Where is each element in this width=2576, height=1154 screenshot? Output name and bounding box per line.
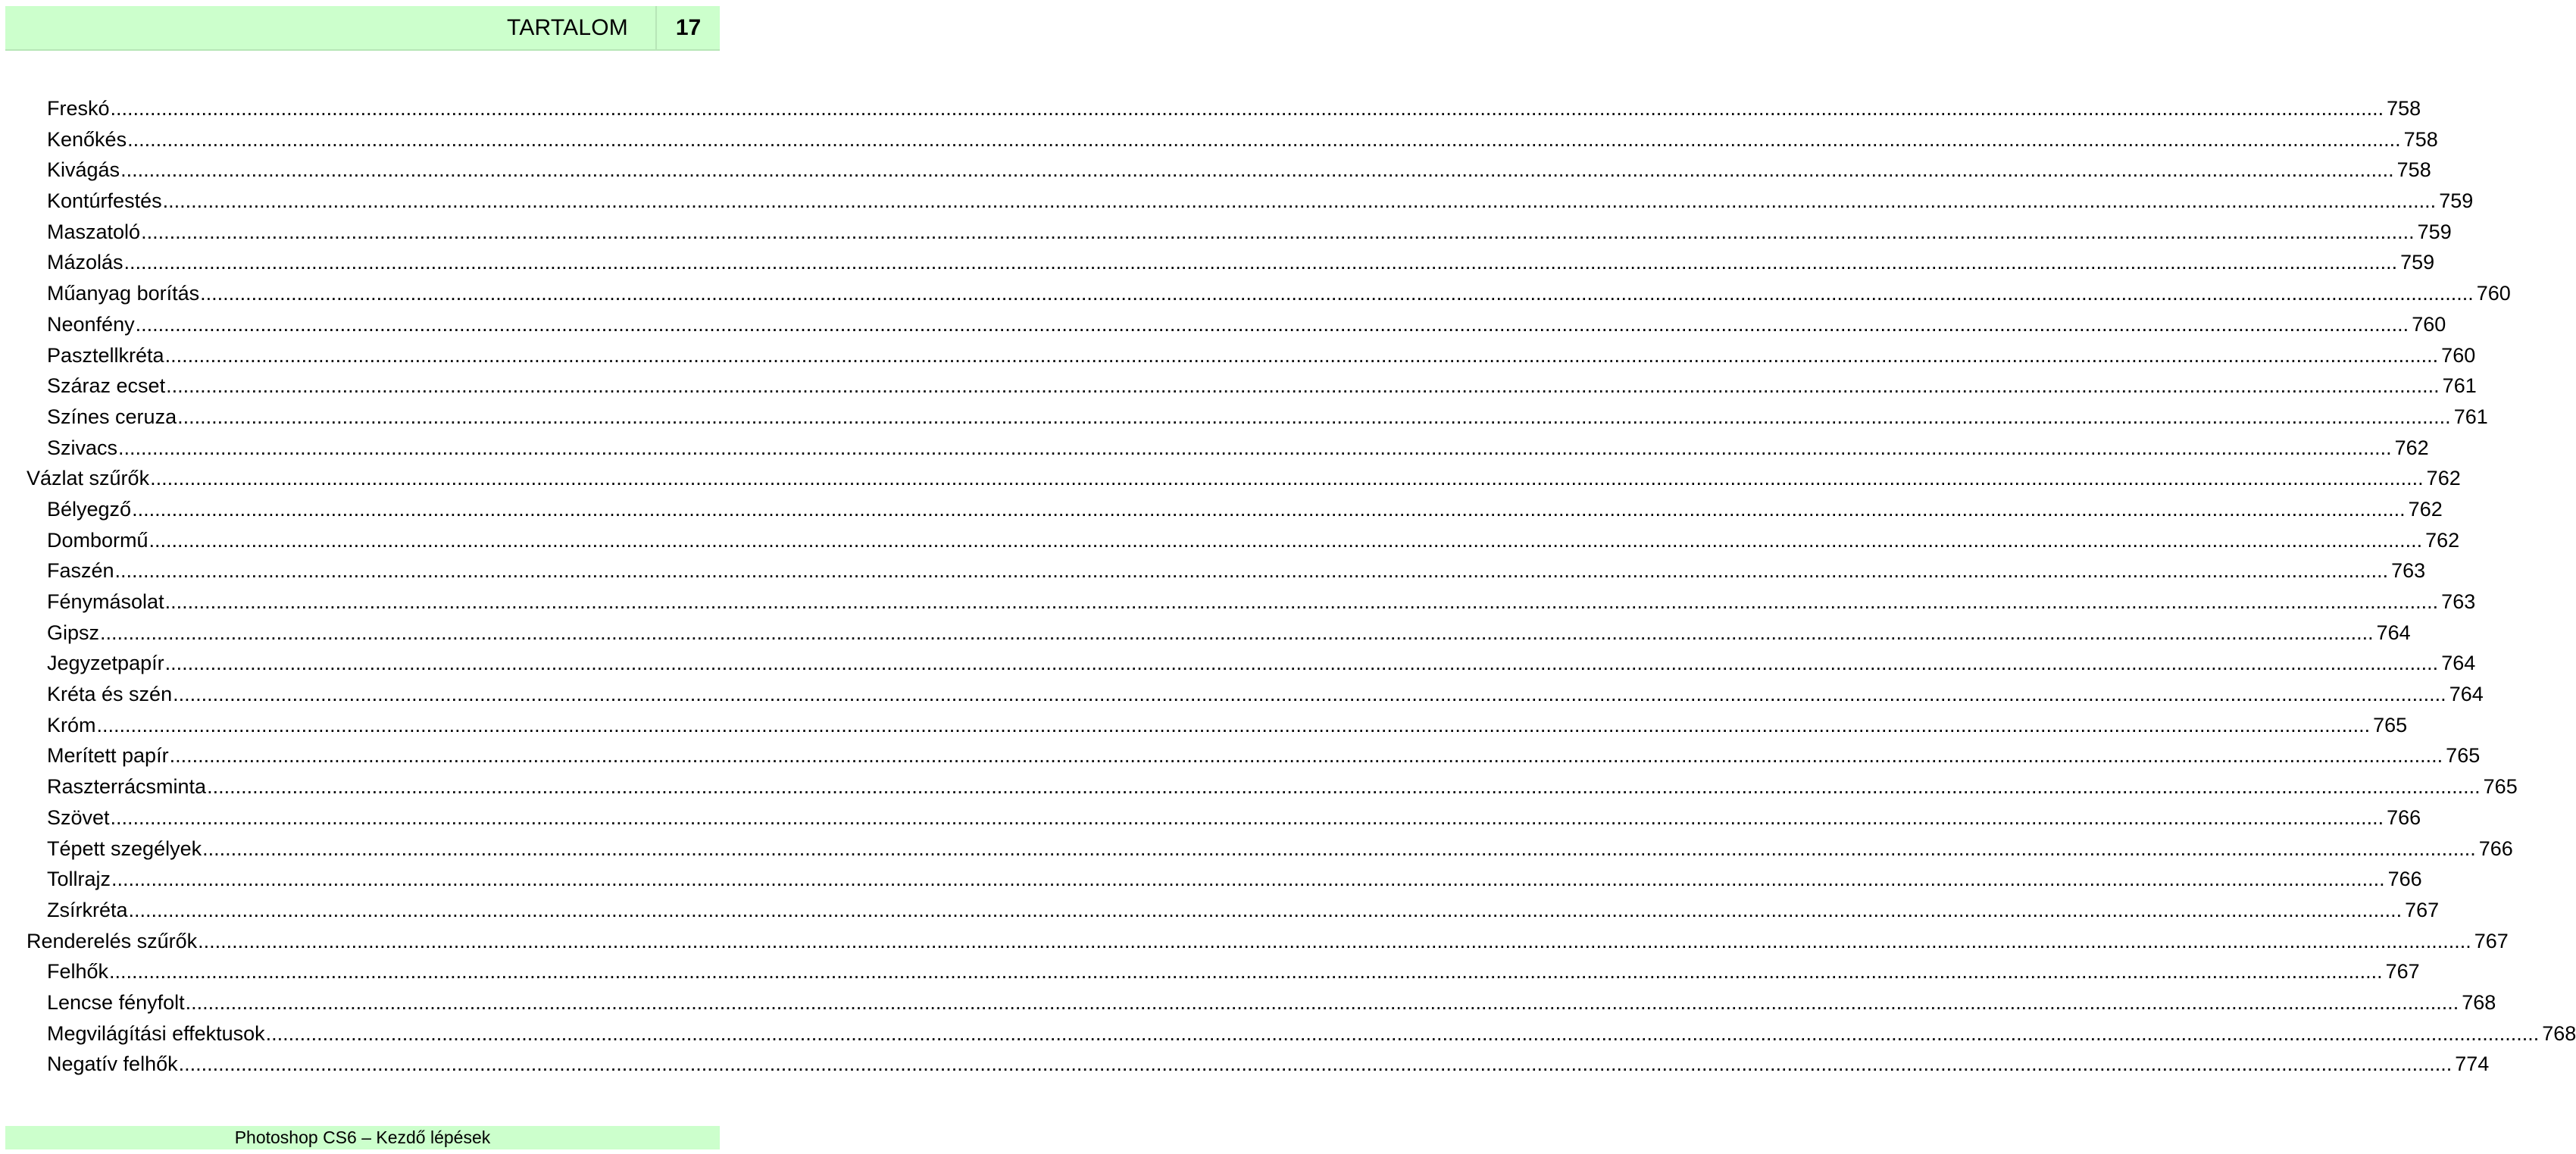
toc-entry-page: 767 (2474, 929, 2509, 952)
toc-dot-leader: ................................................................................................................................................................................................................................................................................................................................................................................................................ (114, 559, 2389, 583)
toc-dot-leader: ................................................................................................................................................................................................................................................................................................................................................................................................................ (118, 436, 2392, 459)
toc-entry[interactable] (0, 309, 2446, 340)
toc-dot-leader: ................................................................................................................................................................................................................................................................................................................................................................................................................ (164, 343, 2439, 367)
toc-entry-title: Freskó (47, 97, 110, 120)
toc-dot-leader: ................................................................................................................................................................................................................................................................................................................................................................................................................ (202, 837, 2476, 860)
toc-dot-leader: ................................................................................................................................................................................................................................................................................................................................................................................................................ (200, 282, 2474, 305)
toc-entry[interactable] (0, 555, 2426, 586)
toc-entry-page: 762 (2426, 467, 2461, 490)
toc-entry-title: Színes ceruza (47, 405, 177, 428)
toc-entry-page: 768 (2542, 1021, 2576, 1045)
toc-entry[interactable] (0, 402, 2488, 433)
toc-entry[interactable] (0, 864, 2422, 895)
toc-entry-title: Megvilágítási effektusok (47, 1021, 265, 1045)
toc-entry-page: 763 (2441, 590, 2476, 613)
toc-entry-title: Kivágás (47, 158, 120, 182)
toc-entry[interactable] (0, 124, 2438, 155)
toc-entry-title: Műanyag borítás (47, 282, 200, 305)
toc-entry-page: 759 (2439, 189, 2474, 213)
toc-entry-page: 768 (2462, 990, 2496, 1014)
toc-entry-title: Mázolás (47, 251, 123, 274)
toc-entry-page: 759 (2400, 251, 2435, 274)
toc-dot-leader: ................................................................................................................................................................................................................................................................................................................................................................................................................ (128, 898, 2402, 921)
toc-entry-page: 758 (2403, 127, 2438, 151)
toc-entry[interactable] (0, 278, 2511, 309)
toc-entry-title: Vázlat szűrők (27, 467, 150, 490)
toc-entry-title: Raszterrácsminta (47, 775, 207, 799)
toc-dot-leader: ................................................................................................................................................................................................................................................................................................................................................................................................................ (162, 189, 2437, 213)
page-number: 17 (675, 15, 702, 40)
toc-entry[interactable] (0, 648, 2476, 679)
toc-entry[interactable] (0, 679, 2484, 710)
toc-entry-page: 760 (2441, 343, 2476, 367)
toc-entry-page: 764 (2376, 621, 2411, 644)
toc-dot-leader: ................................................................................................................................................................................................................................................................................................................................................................................................................ (164, 590, 2439, 613)
toc-entry-title: Maszatoló (47, 220, 141, 243)
toc-dot-leader: ................................................................................................................................................................................................................................................................................................................................................................................................................ (198, 929, 2471, 952)
toc-entry-page: 767 (2405, 898, 2440, 921)
toc-entry[interactable] (0, 93, 2421, 124)
toc-dot-leader: ................................................................................................................................................................................................................................................................................................................................................................................................................ (96, 713, 2371, 736)
page-footer: Photoshop CS6 – Kezdő lépések (5, 1126, 720, 1149)
toc-entry-page: 766 (2387, 805, 2421, 829)
toc-entry-title: Bélyegző (47, 497, 132, 521)
toc-dot-leader: ................................................................................................................................................................................................................................................................................................................................................................................................................ (166, 374, 2440, 398)
toc-entry-title: Zsírkréta (47, 898, 128, 921)
toc-entry[interactable] (0, 740, 2481, 771)
toc-entry-page: 759 (2417, 220, 2452, 243)
toc-dot-leader: ................................................................................................................................................................................................................................................................................................................................................................................................................ (185, 990, 2459, 1014)
toc-dot-leader: ................................................................................................................................................................................................................................................................................................................................................................................................................ (150, 467, 2424, 490)
toc-dot-leader: ................................................................................................................................................................................................................................................................................................................................................................................................................ (135, 312, 2409, 336)
toc-entry[interactable] (0, 525, 2460, 556)
toc-entry-title: Felhők (47, 960, 109, 984)
toc-dot-leader: ................................................................................................................................................................................................................................................................................................................................................................................................................ (164, 652, 2439, 675)
toc-entry-title: Száraz ecset (47, 374, 166, 398)
page-header-title: TARTALOM (507, 15, 628, 40)
toc-dot-leader: ................................................................................................................................................................................................................................................................................................................................................................................................................ (141, 220, 2415, 243)
toc-entry[interactable] (0, 987, 2496, 1018)
toc-entry-page: 760 (2412, 312, 2446, 336)
toc-entry[interactable] (0, 217, 2452, 248)
toc-entry[interactable] (0, 618, 2411, 649)
toc-dot-leader: ................................................................................................................................................................................................................................................................................................................................................................................................................ (120, 158, 2394, 182)
toc-dot-leader: ................................................................................................................................................................................................................................................................................................................................................................................................................ (111, 868, 2385, 891)
toc-dot-leader: ................................................................................................................................................................................................................................................................................................................................................................................................................ (148, 528, 2423, 552)
toc-dot-leader: ................................................................................................................................................................................................................................................................................................................................................................................................................ (177, 405, 2451, 428)
toc-entry[interactable] (0, 247, 2435, 278)
page-header (5, 6, 720, 49)
toc-entry[interactable] (0, 802, 2421, 833)
toc-entry[interactable] (0, 186, 2474, 217)
toc-entry-page: 762 (2394, 436, 2429, 459)
toc-entry-title: Dombormű (47, 528, 148, 552)
toc-entry-title: Neonfény (47, 312, 135, 336)
toc-entry[interactable] (0, 463, 2461, 494)
toc-dot-leader: ................................................................................................................................................................................................................................................................................................................................................................................................................ (173, 683, 2446, 706)
toc-dot-leader: ................................................................................................................................................................................................................................................................................................................................................................................................................ (265, 1021, 2540, 1045)
toc-dot-leader: ................................................................................................................................................................................................................................................................................................................................................................................................................ (100, 621, 2374, 644)
toc-entry-title: Pasztellkréta (47, 343, 164, 367)
toc-entry-page: 760 (2476, 282, 2511, 305)
toc-entry[interactable] (0, 155, 2431, 186)
toc-entry-title: Szövet (47, 805, 110, 829)
toc-entry-page: 765 (2483, 775, 2518, 799)
toc-entry-page: 764 (2449, 683, 2484, 706)
toc-entry[interactable] (0, 433, 2429, 464)
header-underline (5, 49, 720, 51)
toc-entry-page: 758 (2396, 158, 2431, 182)
toc-entry-title: Lencse fényfolt (47, 990, 185, 1014)
toc-entry-title: Króm (47, 713, 96, 736)
toc-entry-title: Jegyzetpapír (47, 652, 164, 675)
toc-entry-title: Faszén (47, 559, 114, 583)
toc-entry[interactable] (0, 771, 2518, 802)
toc-dot-leader: ................................................................................................................................................................................................................................................................................................................................................................................................................ (110, 805, 2384, 829)
toc-entry[interactable] (0, 926, 2509, 957)
toc-entry-page: 765 (2446, 744, 2481, 768)
toc-entry-title: Kréta és szén (47, 683, 173, 706)
toc-entry-title: Negatív felhők (47, 1052, 178, 1076)
toc-dot-leader: ................................................................................................................................................................................................................................................................................................................................................................................................................ (123, 251, 2398, 274)
toc-entry-page: 762 (2408, 497, 2443, 521)
table-of-contents (0, 93, 2576, 1080)
toc-entry-page: 761 (2453, 405, 2488, 428)
toc-entry-title: Tollrajz (47, 868, 111, 891)
toc-entry[interactable] (0, 833, 2513, 865)
toc-entry-title: Kenőkés (47, 127, 127, 151)
toc-entry-page: 764 (2441, 652, 2476, 675)
toc-entry-title: Renderelés szűrők (27, 929, 198, 952)
toc-entry-page: 758 (2387, 97, 2421, 120)
toc-entry-title: Gipsz (47, 621, 100, 644)
toc-entry-title: Fénymásolat (47, 590, 164, 613)
toc-entry[interactable] (0, 895, 2440, 926)
toc-entry-title: Tépett szegélyek (47, 837, 202, 860)
toc-entry-page: 763 (2391, 559, 2426, 583)
toc-entry[interactable] (0, 586, 2476, 618)
toc-entry-page: 766 (2387, 868, 2422, 891)
toc-dot-leader: ................................................................................................................................................................................................................................................................................................................................................................................................................ (132, 497, 2406, 521)
toc-dot-leader: ................................................................................................................................................................................................................................................................................................................................................................................................................ (110, 97, 2384, 120)
toc-entry[interactable] (0, 710, 2408, 741)
toc-dot-leader: ................................................................................................................................................................................................................................................................................................................................................................................................................ (109, 960, 2383, 984)
toc-entry-title: Merített papír (47, 744, 169, 768)
toc-entry-page: 765 (2373, 713, 2408, 736)
toc-entry[interactable] (0, 494, 2443, 525)
toc-dot-leader: ................................................................................................................................................................................................................................................................................................................................................................................................................ (178, 1052, 2453, 1076)
toc-entry-page: 761 (2442, 374, 2477, 398)
toc-entry-title: Kontúrfestés (47, 189, 162, 213)
toc-entry[interactable] (0, 956, 2420, 987)
toc-entry-page: 762 (2425, 528, 2460, 552)
toc-entry[interactable] (0, 371, 2477, 402)
toc-dot-leader: ................................................................................................................................................................................................................................................................................................................................................................................................................ (127, 127, 2401, 151)
toc-dot-leader: ................................................................................................................................................................................................................................................................................................................................................................................................................ (169, 744, 2443, 768)
toc-entry-page: 774 (2455, 1052, 2490, 1076)
toc-entry-title: Szivacs (47, 436, 118, 459)
toc-entry[interactable] (0, 1049, 2490, 1080)
toc-entry-page: 767 (2385, 960, 2420, 984)
toc-dot-leader: ................................................................................................................................................................................................................................................................................................................................................................................................................ (207, 775, 2481, 799)
toc-entry[interactable] (0, 340, 2476, 371)
toc-entry[interactable] (0, 1018, 2576, 1049)
toc-entry-page: 766 (2478, 837, 2513, 860)
